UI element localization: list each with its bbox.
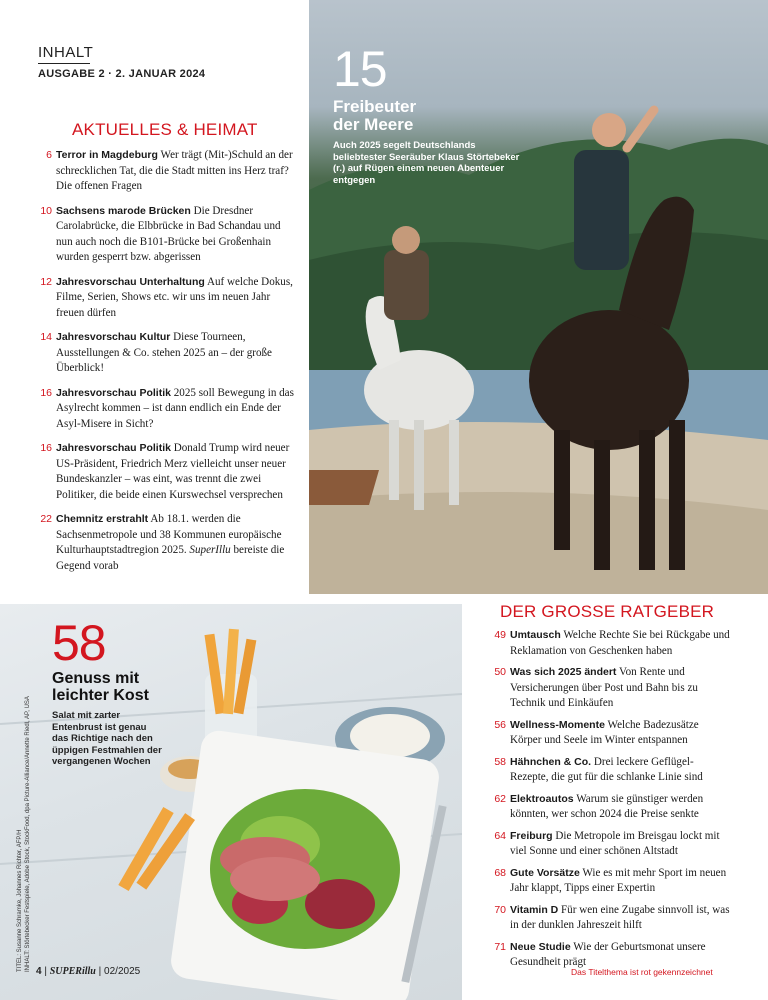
credits-line: INHALT: Störtebecker Festspiele, Adobe Stock, StockFood, dpa Picture-Alliance/Annette Riedl, AP, USA	[25, 696, 31, 972]
entry-text: Die Metropole im Breisgau lockt mit viel Sonne und einer schönen Altstadt	[510, 829, 720, 857]
entry-text: Drei leckere Geflügel-Rezepte, die gut für die schlanke Linie sind	[510, 755, 703, 783]
entry-text: Welche Rechte Sie bei Rückgabe und Reklamation von Geschenken haben	[510, 629, 730, 657]
page-number: 49	[494, 629, 506, 641]
entry-title: Jahresvorschau Politik	[56, 442, 171, 454]
page-number: 56	[494, 718, 506, 731]
page-number: 14	[40, 331, 52, 343]
entry-title: Jahresvorschau Kultur	[56, 331, 171, 343]
feature-title	[333, 98, 416, 134]
feature-photo-food[interactable]	[0, 604, 462, 1000]
toc-entry[interactable]	[36, 512, 298, 574]
entry-title: Elektroautos	[510, 792, 574, 805]
feature-page-number: 15	[333, 41, 387, 97]
toc-entry[interactable]	[36, 275, 298, 322]
entry-title: Jahresvorschau Unterhaltung	[56, 275, 205, 288]
brand-mention: SuperIllu	[189, 544, 231, 556]
entry-text: Donald Trump wird neuer US-Präsident, Friedrich Merz vielleicht unser neuer Bundeskanzler – was eint, was trennt die zwei Politiker, die beide einen Kurswechsel versprechen	[56, 442, 290, 501]
entry-text: Wie es mit mehr Sport im neuen Jahr klappt, Tipps einer Expertin	[510, 866, 727, 894]
entry-title: Freiburg	[510, 829, 553, 842]
photo-credits	[16, 696, 32, 972]
entry-title: Sachsens marode Brücken	[56, 204, 191, 217]
feature-title	[52, 670, 149, 704]
entry-title: Was sich 2025 ändert	[510, 666, 617, 678]
page-number: 58	[494, 755, 506, 768]
entry-title: Jahresvorschau Politik	[56, 386, 171, 399]
entry-title: Vitamin D	[510, 903, 559, 916]
footer-separator: |	[44, 966, 50, 977]
entry-title: Neue Studie	[510, 940, 571, 953]
entry-title: Chemnitz erstrahlt	[56, 513, 149, 525]
feature-page-number: 58	[52, 615, 106, 671]
entry-title: Wellness-Momente	[510, 718, 605, 731]
entry-title: Umtausch	[510, 629, 561, 641]
entry-text: Auf welche Dokus, Filme, Serien, Shows etc. wir uns im neuen Jahr freuen dürfen	[56, 275, 293, 319]
page-number: 16	[40, 386, 52, 399]
toc-entry[interactable]	[36, 330, 298, 377]
entry-title: Hähnchen & Co.	[510, 755, 592, 768]
section-title-aktuelles: AKTUELLES & HEIMAT	[72, 120, 258, 139]
footer-note: Das Titelthema ist rot gekennzeichnet	[571, 967, 713, 977]
entry-text: Von Rente und Versicherungen über Post und Bahn bis zu Technik und Einkäufen	[510, 666, 698, 709]
page-number: 64	[494, 829, 506, 842]
toc-entry[interactable]	[36, 148, 298, 195]
feature-title-line: leichter Kost	[52, 687, 149, 704]
toc-list-left	[36, 148, 298, 583]
entry-text: Die Dresdner Carolabrücke, die Elbbrücke in Bad Schandau und nun auch noch die B101-Brücke bei Großenhain wurden gesperrt bzw. abgerissen	[56, 204, 281, 263]
toc-entry[interactable]	[490, 628, 730, 659]
page-number: 16	[40, 442, 52, 454]
page-number: 71	[494, 940, 506, 953]
toc-entry[interactable]	[490, 829, 730, 860]
toc-entry[interactable]	[36, 441, 298, 503]
feature-title-line: Genuss mit	[52, 670, 140, 687]
feature-title-line: der Meere	[333, 115, 414, 134]
section-title-ratgeber: DER GROSSE RATGEBER	[500, 602, 715, 621]
toc-entry[interactable]	[490, 792, 730, 823]
toc-entry[interactable]	[490, 903, 730, 934]
feature-description: Auch 2025 segelt Deutschlands beliebtester Seeräuber Klaus Störtebeker (r.) auf Rügen einem neuen Abenteuer entgegen	[333, 140, 520, 186]
page-number: 6	[46, 149, 52, 161]
entry-text-continued: bereiste die Gegend vorab	[56, 544, 285, 572]
entry-text: 2025 soll Bewegung in das Asylrecht kommen – ist dann endlich ein Ende der Asyl-Misere in Sicht?	[56, 386, 294, 430]
feature-photo-pirates[interactable]	[309, 0, 768, 594]
divider	[38, 63, 90, 64]
toc-entry[interactable]	[490, 718, 730, 749]
entry-text: Ab 18.1. werden die Sachsenmetropole und 38 Kommunen europäische Kulturhauptstadtregion 2025.	[56, 513, 282, 556]
page-number: 62	[494, 792, 506, 805]
credits-line: TITEL: Susanne Schramke, Johannes Richter, AFP/H	[17, 829, 23, 972]
footer-folio	[36, 966, 140, 977]
footer-issue: 02/2025	[104, 966, 141, 977]
entry-text: Wie der Geburtsmonat unsere Gesundheit prägt	[510, 940, 706, 968]
footer-brand: SUPERillu	[49, 966, 96, 977]
entry-title: Terror in Magdeburg	[56, 149, 158, 161]
entry-text: Für wen eine Zugabe sinnvoll ist, was in der dunklen Jahreszeit hilft	[510, 903, 730, 931]
entry-text: Diese Tourneen, Ausstellungen & Co. stehen 2025 an – der große Überblick!	[56, 331, 272, 374]
feature-description: Salat mit zarter Entenbrust ist genau das Richtige nach den üppigen Festmahlen der vergangenen Wochen	[52, 710, 162, 767]
page-number: 50	[494, 666, 506, 678]
entry-title: Gute Vorsätze	[510, 866, 580, 879]
footer-separator: |	[98, 966, 105, 977]
page-number: 68	[494, 866, 506, 879]
toc-entry[interactable]	[36, 204, 298, 266]
issue-date: AUSGABE 2 · 2. JANUAR 2024	[38, 68, 206, 80]
page-number: 22	[40, 513, 52, 525]
entry-text: Wer trägt (Mit-)Schuld an der schrecklichen Tat, die die Stadt mitten ins Herz traf? Die offenen Fragen	[56, 149, 293, 192]
toc-list-right	[490, 628, 730, 977]
toc-entry[interactable]	[490, 665, 730, 712]
toc-label: INHALT	[38, 44, 94, 61]
footer-page-number: 4	[36, 966, 42, 977]
toc-entry[interactable]	[36, 386, 298, 433]
entry-text: Welche Badezusätze Körper und Seele im Winter entspannen	[510, 718, 699, 746]
page-number: 12	[40, 275, 52, 288]
feature-title-line: Freibeuter	[333, 97, 417, 116]
page-number: 10	[40, 204, 52, 217]
toc-entry[interactable]	[490, 755, 730, 786]
toc-entry[interactable]	[490, 866, 730, 897]
entry-text: Warum sie günstiger werden könnten, wer schon 2024 die Preise senkte	[510, 792, 704, 820]
page-number: 70	[494, 903, 506, 916]
toc-entry[interactable]	[490, 940, 730, 971]
